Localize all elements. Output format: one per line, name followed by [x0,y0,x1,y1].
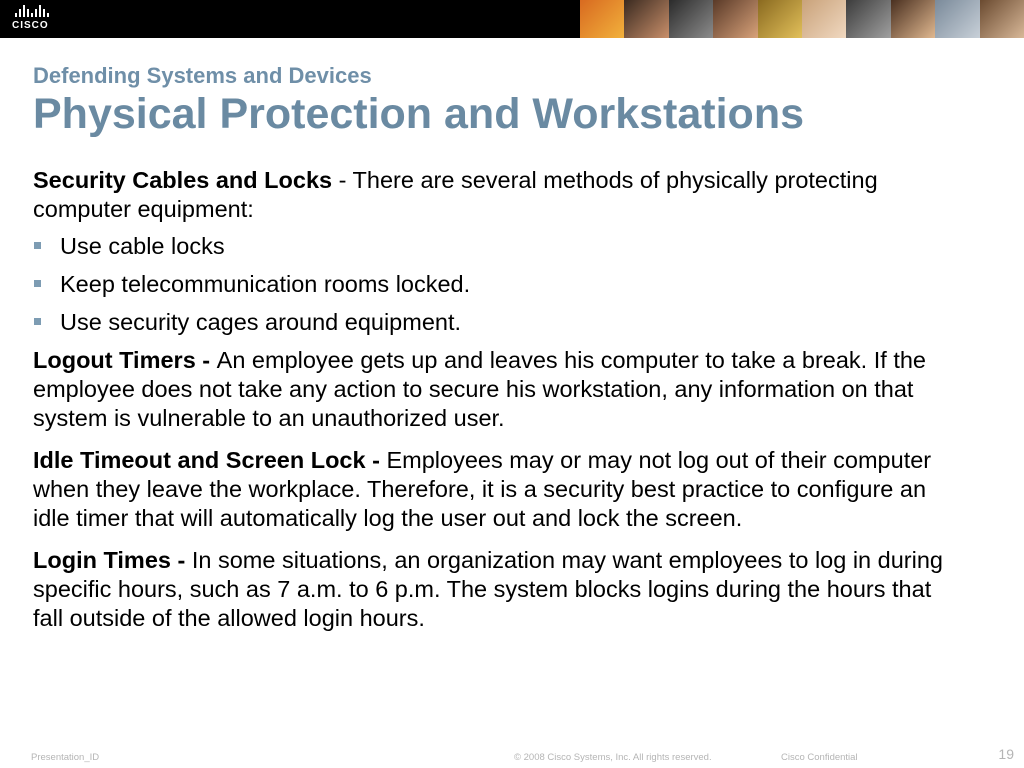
list-item [33,308,953,337]
section-text: - There are several methods of physically protecting computer equipment: [33,167,878,222]
bullet-square-icon [34,318,41,325]
slide-subtitle: Defending Systems and Devices [33,63,372,88]
photo-tile [624,0,668,38]
list-item-text: Use security cages around equipment. [60,309,462,335]
cisco-bars-icon [15,5,62,17]
section-text: Employees may or may not log out of their computer when they leave the workplace. Therefore, it is a security best practice to configure an idle timer that will automatically log the user out and lock the screen. [33,447,932,531]
header-photo-strip [580,0,1024,38]
section-text: In some situations, an organization may want employees to log in during specific hours, such as 7 a.m. to 6 p.m. The system blocks logins during the hours that fall outside of the allowed login hours. [33,547,943,631]
section-logout-timers [33,346,953,433]
page-number: 19 [998,746,1014,762]
photo-tile [891,0,935,38]
section-idle-timeout [33,446,953,533]
slide-body [33,166,953,646]
bullet-square-icon [34,242,41,249]
list-item-text: Keep telecommunication rooms locked. [60,271,471,297]
photo-tile [935,0,979,38]
list-item [33,232,953,261]
photo-tile [580,0,624,38]
list-item-text: Use cable locks [60,233,225,259]
photo-tile [846,0,890,38]
photo-tile [713,0,757,38]
bullet-list [33,232,953,337]
footer-presentation-id: Presentation_ID [31,752,100,763]
photo-tile [980,0,1024,38]
section-heading: Idle Timeout and Screen Lock - [33,447,387,473]
cisco-logo [12,5,62,33]
cisco-logo-text: CISCO [12,20,49,31]
section-heading: Logout Timers - [33,347,217,373]
header-bar [0,0,1024,38]
bullet-square-icon [34,280,41,287]
section-security-cables [33,166,953,224]
section-text: An employee gets up and leaves his computer to take a break. If the employee does not take any action to secure his workstation, any information on that system is vulnerable to an unauthorized user. [33,347,926,431]
photo-tile [758,0,802,38]
footer-copyright: © 2008 Cisco Systems, Inc. All rights reserved. [514,752,712,763]
footer-confidential: Cisco Confidential [781,752,858,763]
photo-tile [802,0,846,38]
photo-tile [669,0,713,38]
slide-title: Physical Protection and Workstations [33,90,804,138]
section-login-times [33,546,953,633]
section-heading: Login Times - [33,547,192,573]
section-heading: Security Cables and Locks [33,167,333,193]
list-item [33,270,953,299]
